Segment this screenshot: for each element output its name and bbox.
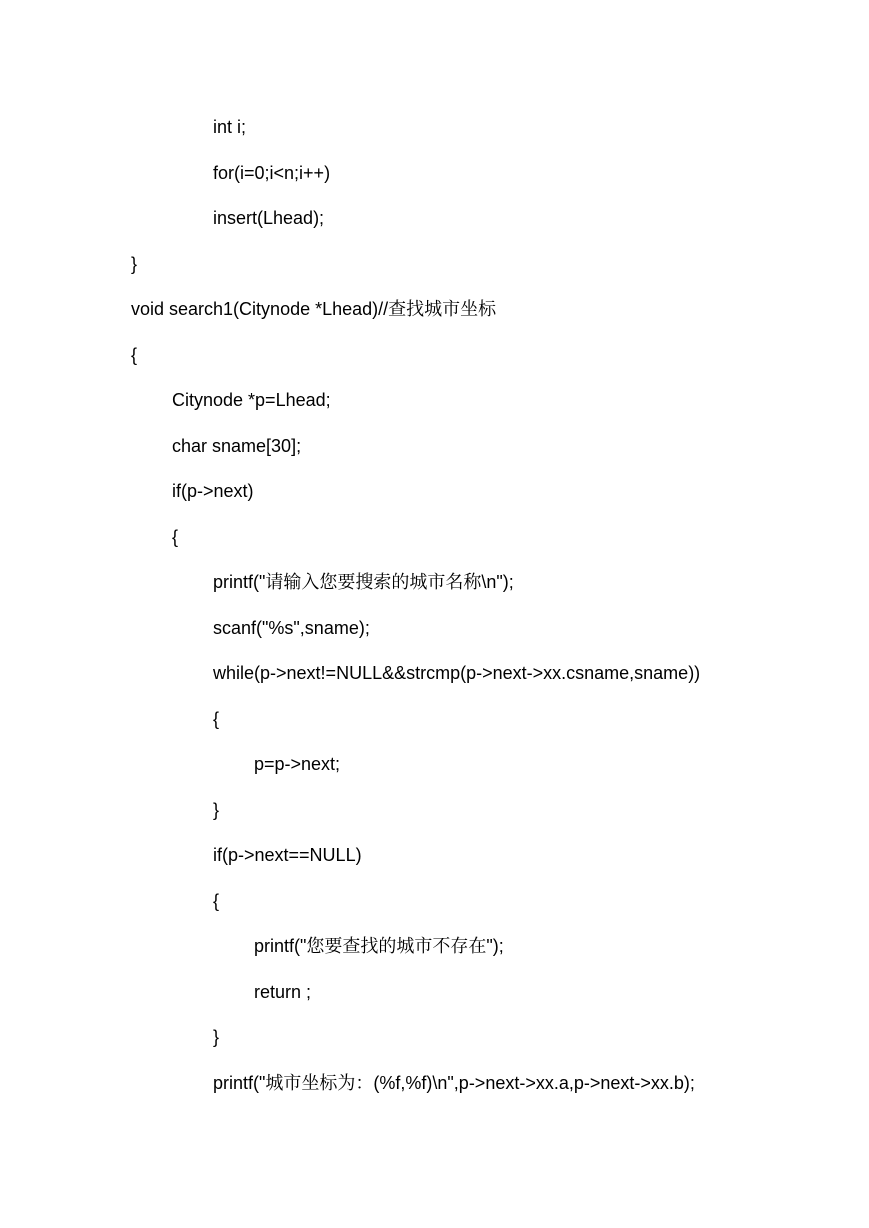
code-line: int i; [213, 117, 247, 137]
code-line: insert(Lhead); [213, 208, 325, 228]
code-line: if(p->next) [172, 481, 254, 501]
code-line: return ; [254, 982, 312, 1002]
code-line: scanf("%s",sname); [213, 618, 370, 638]
code-line: { [213, 709, 220, 729]
code-line: printf("请输入您要搜索的城市名称\n"); [213, 572, 514, 592]
code-line: p=p->next; [254, 754, 341, 774]
code-line: { [213, 891, 220, 911]
code-line: char sname[30]; [172, 436, 302, 456]
code-line: void search1(Citynode *Lhead)//查找城市坐标 [131, 299, 497, 319]
code-line: printf("城市坐标为：(%f,%f)\n",p->next->xx.a,p->next->xx.b); [213, 1073, 695, 1093]
code-line: Citynode *p=Lhead; [172, 390, 331, 410]
code-line: { [172, 527, 179, 547]
code-line: } [213, 1027, 220, 1047]
code-line: while(p->next!=NULL&&strcmp(p->next->xx.csname,sname)) [213, 663, 701, 683]
code-line: printf("您要查找的城市不存在"); [254, 936, 504, 956]
code-line: if(p->next==NULL) [213, 845, 362, 865]
code-line: } [213, 800, 220, 820]
code-line: { [131, 345, 138, 365]
code-line: for(i=0;i<n;i++) [213, 163, 331, 183]
code-line: } [131, 254, 138, 274]
